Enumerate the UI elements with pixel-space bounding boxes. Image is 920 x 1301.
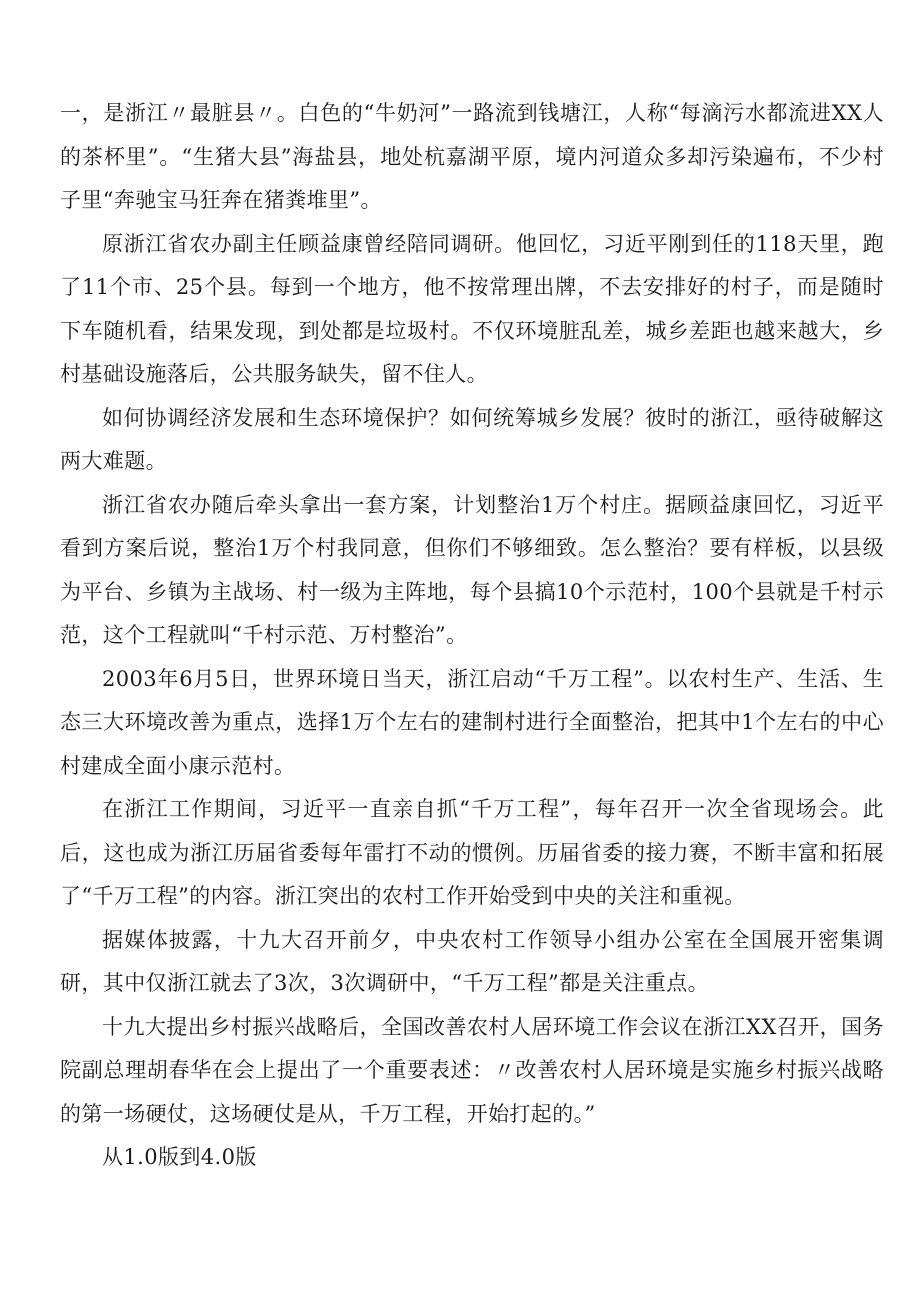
paragraph-2: 原浙江省农办副主任顾益康曾经陪同调研。他回忆，习近平刚到任的118天里，跑了11个市、25个县。每到一个地方，他不按常理出牌，不去安排好的村子，而是随时下车随机看，结果发现，到处都是垃圾村。不仅环境脏乱差，城乡差距也越来越大，乡村基础设施落后，公共服务缺失，留不住人。 (60, 231, 884, 386)
paragraph-8: 十九大提出乡村振兴战略后，全国改善农村人居环境工作会议在浙江XX召开，国务院副总理胡春华在会上提出了一个重要表述：〃改善农村人居环境是实施乡村振兴战略的第一场硬仗，这场硬仗是从，千万工程，开始打起的。” (60, 1014, 884, 1126)
section-heading: 从1.0版到4.0版 (102, 1145, 257, 1169)
paragraph-4: 浙江省农办随后牵头拿出一套方案，计划整治1万个村庄。据顾益康回忆，习近平看到方案后说，整治1万个村我同意，但你们不够细致。怎么整治？要有样板，以县级为平台、乡镇为主战场、村一级为主阵地，每个县搞10个示范村，100个县就是千村示范，这个工程就叫“千村示范、万村整治”。 (60, 492, 884, 647)
paragraph-6: 在浙江工作期间，习近平一直亲自抓“千万工程”，每年召开一次全省现场会。此后，这也成为浙江历届省委每年雷打不动的惯例。历届省委的接力赛，不断丰富和拓展了“千万工程”的内容。浙江突出的农村工作开始受到中央的关注和重视。 (60, 797, 884, 908)
paragraph-5: 2003年6月5日，世界环境日当天，浙江启动“千万工程”。以农村生产、生活、生态三大环境改善为重点，选择1万个左右的建制村进行全面整治，把其中1个左右的中心村建成全面小康示范村。 (60, 666, 884, 778)
paragraph-1: 一，是浙江〃最脏县〃。白色的“牛奶河”一路流到钱塘江，人称“每滴污水都流进XX人的茶杯里”。“生猪大县”海盐县，地处杭嘉湖平原，境内河道众多却污染遍布，不少村子里“奔驰宝马狂奔在猪粪堆里”。 (60, 101, 884, 212)
paragraph-7: 据媒体披露，十九大召开前夕，中央农村工作领导小组办公室在全国展开密集调研，其中仅浙江就去了3次，3次调研中，“千万工程”都是关注重点。 (60, 927, 884, 995)
paragraph-3: 如何协调经济发展和生态环境保护？如何统筹城乡发展？彼时的浙江，亟待破解这两大难题。 (60, 405, 884, 473)
